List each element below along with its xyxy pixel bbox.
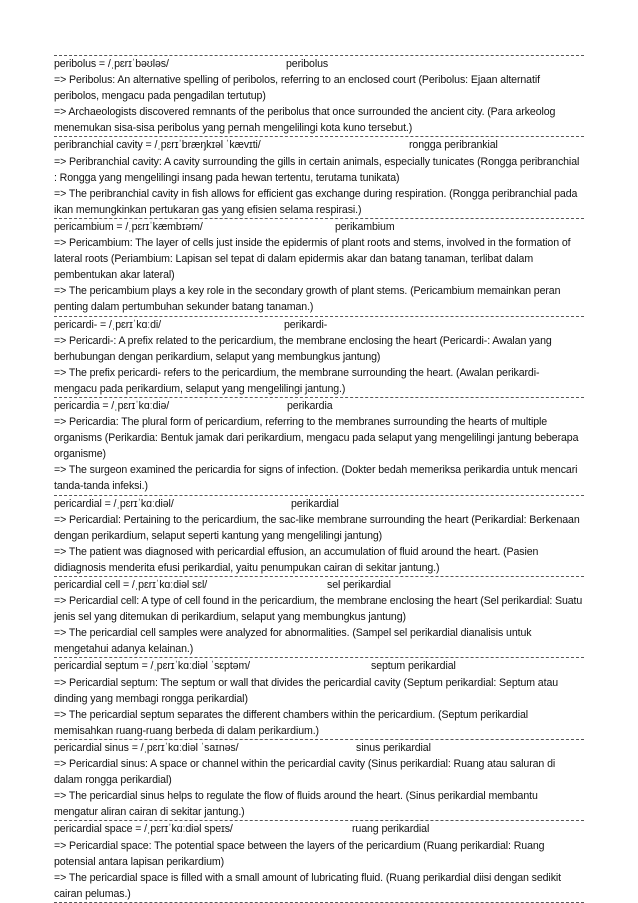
entry-definition: => Pericardial septum: The septum or wall that divides the pericardial cavity (Septum perikardial: Septum atau dinding yang membagi rongga perikardial) xyxy=(54,676,559,705)
glossary-entry xyxy=(54,576,584,657)
entry-header xyxy=(54,398,584,414)
entry-definition: => Pericardi-: A prefix related to the pericardium, the membrane enclosing the heart (Pericardi-: Awalan yang berhubungan dengan perikardium, selaput yang membungkus jantung) xyxy=(54,334,552,363)
entry-header xyxy=(54,317,584,333)
entry-example: => The patient was diagnosed with pericardial effusion, an accumulation of fluid around the heart. (Pasien didiagnosis menderita efusi perikardial, yaitu penumpukan cairan di sekitar jantung.) xyxy=(54,545,539,574)
entry-translation: rongga peribrankial xyxy=(409,139,498,152)
entry-term: pericardial sinus = /ˌpɛrɪˈkɑːdiəl ˈsaɪnəs/ xyxy=(54,741,239,754)
glossary-entry xyxy=(54,218,584,316)
entry-term: pericardial = /ˌpɛrɪˈkɑːdiəl/ xyxy=(54,497,174,510)
entry-translation: perikardia xyxy=(287,399,333,412)
entry-translation: sinus perikardial xyxy=(356,741,431,754)
entry-example: => The pericardial cell samples were analyzed for abnormalities. (Sampel sel perikardial dianalisis untuk mengetahui adanya kelainan.) xyxy=(54,627,532,656)
glossary-entry xyxy=(54,820,584,902)
entry-translation: perikardi- xyxy=(284,318,328,331)
entry-example: => The pericardial sinus helps to regulate the flow of fluids around the heart. (Sinus perikardial membantu mengatur aliran cairan di sekitar jantung.) xyxy=(54,790,538,819)
glossary-entry xyxy=(54,316,584,397)
entry-header xyxy=(54,658,584,674)
entry-term: peribranchial cavity = /ˌpɛrɪˈbræŋkɪəl ˈkævɪti/ xyxy=(54,139,261,152)
entry-example: => The peribranchial cavity in fish allows for efficient gas exchange during respiration. (Rongga peribranchial pada ikan memungkinkan pertukaran gas yang efisien selama respirasi.) xyxy=(54,187,578,216)
entry-term: pericardia = /ˌpɛrɪˈkɑːdiə/ xyxy=(54,399,170,412)
glossary-entry xyxy=(54,136,584,217)
entry-definition: => Peribranchial cavity: A cavity surrounding the gills in certain animals, especially tunicates (Rongga peribranchial : Rongga yang mengelilingi insang pada hewan tertentu, terutama tunikata) xyxy=(54,155,580,184)
glossary-entry xyxy=(54,397,584,495)
entry-translation: ruang perikardial xyxy=(352,823,430,836)
entry-term: peribolus = /ˌpɛrɪˈbəʊləs/ xyxy=(54,58,169,70)
entry-definition: => Pericambium: The layer of cells just inside the epidermis of plant roots and stems, involved in the formation of lateral roots (Periambium: Lapisan sel tepat di dalam epidermis akar dan batang tanaman, terlibat dalam pembentukan akar lateral) xyxy=(54,237,571,282)
entry-definition: => Pericardial: Pertaining to the pericardium, the sac-like membrane surrounding the heart (Perikardial: Berkenaan dengan perikardium, selaput seperti kantung yang mengelilingi jantung) xyxy=(54,513,580,542)
entry-translation: perikambium xyxy=(335,220,395,233)
entry-header xyxy=(54,496,584,512)
entry-header xyxy=(54,577,584,593)
entry-header xyxy=(54,56,584,72)
entry-translation: peribolus xyxy=(286,58,329,70)
entry-definition: => Pericardial space: The potential space between the layers of the pericardium (Ruang perikardial: Ruang potensial antara lapisan perikardium) xyxy=(54,839,545,868)
glossary-entry xyxy=(54,657,584,738)
entry-term: pericardi- = /ˌpɛrɪˈkɑːdi/ xyxy=(54,318,161,331)
entry-term: pericambium = /ˌpɛrɪˈkæmbɪəm/ xyxy=(54,220,203,233)
glossary-entry xyxy=(54,55,584,136)
entry-header xyxy=(54,821,584,837)
entry-header xyxy=(54,219,584,235)
entry-translation: perikardial xyxy=(291,497,339,510)
entry-definition: => Pericardial sinus: A space or channel within the pericardial cavity (Sinus perikardial: Ruang atau saluran di dalam rongga perikardial) xyxy=(54,758,556,787)
entry-example: => Archaeologists discovered remnants of the peribolus that once surrounded the ancient city. (Para arkeolog menemukan sisa-sisa peribolus yang pernah mengelilingi kota kuno tersebut.) xyxy=(54,106,556,135)
glossary-entry xyxy=(54,739,584,820)
entry-term: pericardial space = /ˌpɛrɪˈkɑːdiəl speɪs/ xyxy=(54,823,233,836)
entry-definition: => Pericardial cell: A type of cell found in the pericardium, the membrane enclosing the heart (Sel perikardial: Suatu jenis sel yang ditemukan di perikardium, selaput yang membungkus jantung) xyxy=(54,595,583,624)
entry-translation: septum perikardial xyxy=(371,660,456,673)
entry-example: => The pericardial space is filled with a small amount of lubricating fluid. (Ruang perikardial diisi dengan sedikit cairan pelumas.) xyxy=(54,871,561,900)
entry-term: pericardial cell = /ˌpɛrɪˈkɑːdiəl sɛl/ xyxy=(54,579,208,591)
glossary-entries xyxy=(54,55,584,903)
entry-definition: => Peribolus: An alternative spelling of peribolos, referring to an enclosed court (Peribolus: Ejaan alternatif peribolos, mengacu pada pengadilan tertutup) xyxy=(54,74,540,103)
entry-example: => The prefix pericardi- refers to the pericardium, the membrane surrounding the heart. (Awalan perikardi- mengacu pada perikardium, selaput yang mengelilingi jantung.) xyxy=(54,366,540,395)
entry-example: => The pericardial septum separates the different chambers within the pericardium. (Septum perikardial memisahkan ruang-ruang berbeda di dalam perikardium.) xyxy=(54,708,529,737)
glossary-entry xyxy=(54,495,584,576)
entry-header xyxy=(54,740,584,756)
entry-term: pericardial septum = /ˌpɛrɪˈkɑːdiəl ˈsɛptəm/ xyxy=(54,660,251,673)
entry-example: => The pericambium plays a key role in the secondary growth of plant stems. (Pericambium memainkan peran penting dalam pertumbuhan sekunder batang tanaman.) xyxy=(54,285,561,314)
entry-header xyxy=(54,137,584,153)
entry-example: => The surgeon examined the pericardia for signs of infection. (Dokter bedah memeriksa perikardia untuk mencari tanda-tanda infeksi.) xyxy=(54,464,578,493)
entry-definition: => Pericardia: The plural form of pericardium, referring to the membranes surrounding the hearts of multiple organisms (Perikardia: Bentuk jamak dari perikardium, mengacu pada selaput yang mengelilingi jantung beberapa organisme) xyxy=(54,416,579,461)
entry-translation: sel perikardial xyxy=(327,579,391,591)
